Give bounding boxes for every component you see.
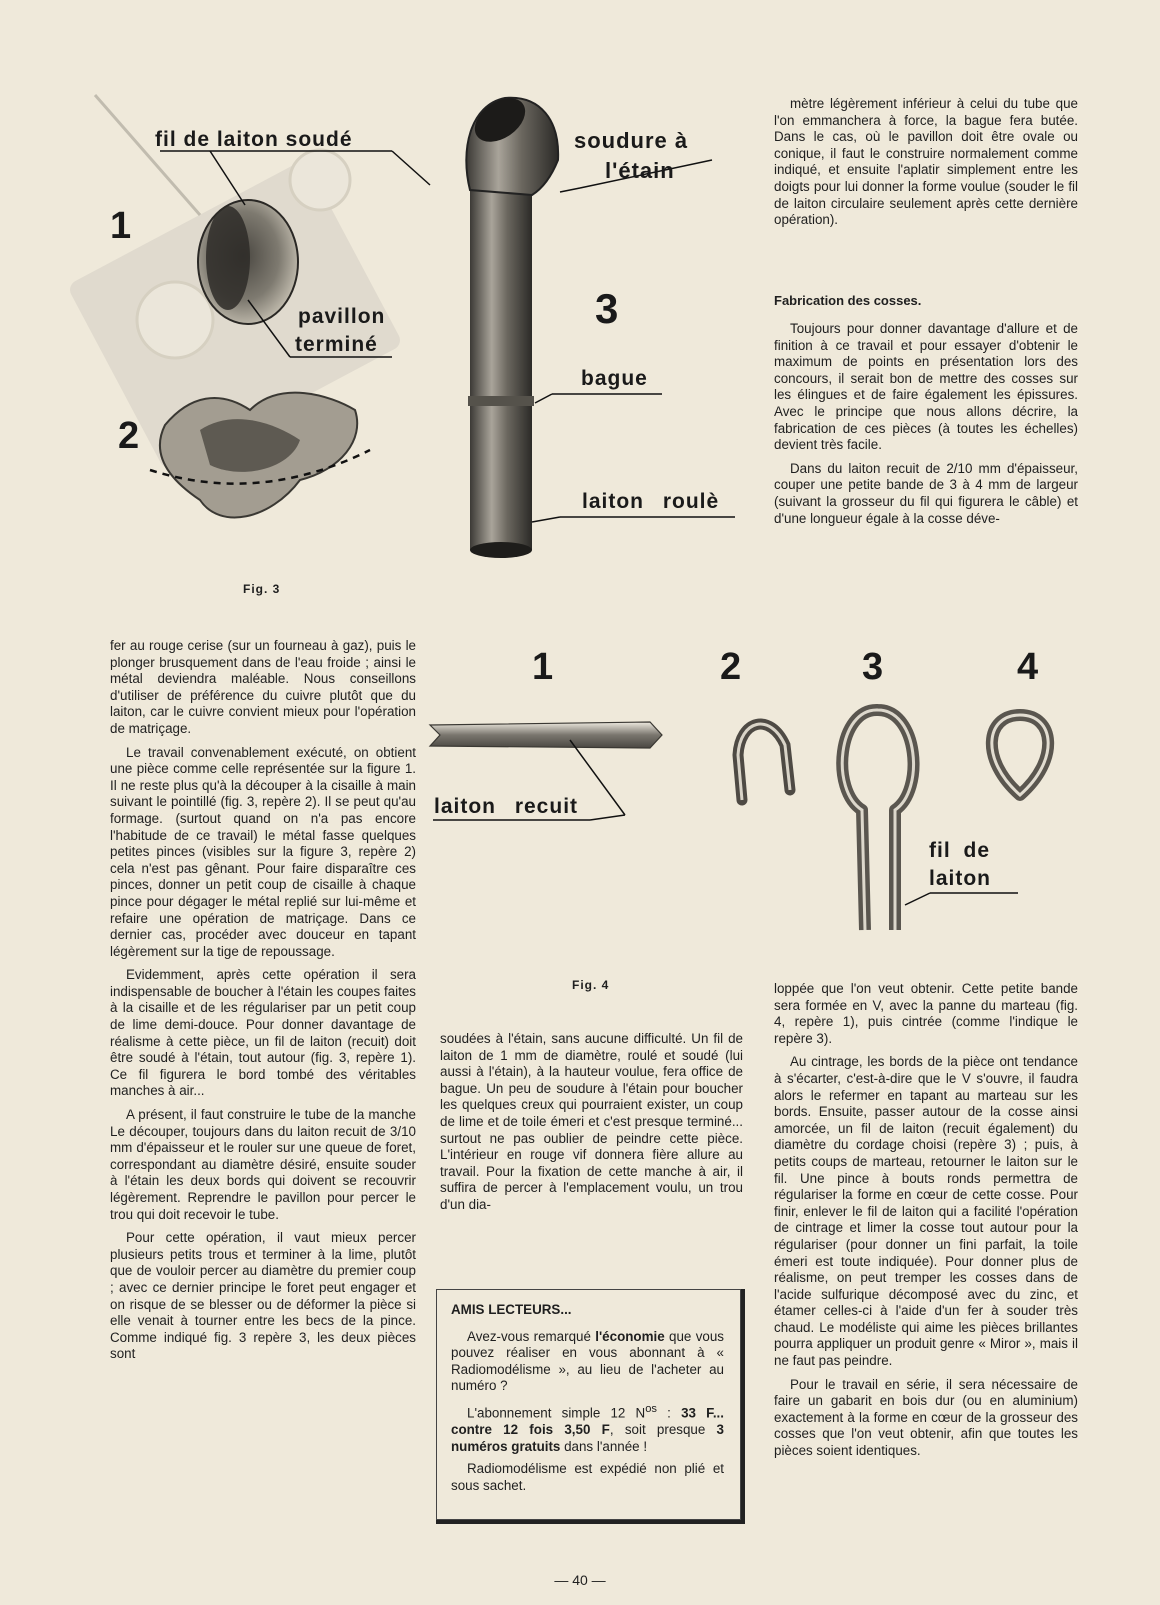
fig4-number-4: 4 <box>1017 646 1039 688</box>
left-column <box>110 638 416 1370</box>
paragraph: Toujours pour donner davantage d'allure et de finition à ce travail et pour essayer d'obtenir le maximum de points en présentation lors des concours, il serait bon de mettre des cosses sur les élingues et de faire également les épissures. Avec le principe que nous allons décrire, la fabrication de ces pièces (à toutes les échelles) devient très facile. <box>774 321 1078 453</box>
paragraph: A présent, il faut construire le tube de la manche Le découper, toujours dans du laiton recuit de 3/10 mm d'épaisseur et le rouler sur une queue de foret, correspondant au diamètre désiré, ensuite souder à l'étain les deux bords qui doivent se recouvrir légèrement. Reprendre le pavillon pour percer le trou qui doit recevoir le tube. <box>110 1107 416 1222</box>
box-paragraph-1 <box>451 1329 724 1395</box>
box-paragraph-3: Radiomodélisme est expédié non plié et sous sachet. <box>451 1461 724 1493</box>
fig3-label-fil-laiton: fil de laiton soudé <box>155 128 353 151</box>
paragraph: Le travail convenablement exécuté, on obtient une pièce comme celle représentée sur la figure 1. Il ne reste plus qu'à la découper à la cisaille à main suivant le pointillé (fig. 3, repère 2). Il se peut qu'au formage. (surtout quand on n'a pas encore l'habitude de ce travail) le métal fasse quelques petites pinces (visibles sur la figure 3, repère 2) cela n'est pas gênant. Pour faire disparaître ces pinces, donner un petit coup de cisaille à chaque pince pour dégager le métal replié sur lui-même et refaire une opération de matriçage. Dans ce dernier cas, procéder avec douceur en tapant légèrement sur la tige de repoussage. <box>110 744 416 959</box>
right-column <box>774 981 1078 1467</box>
box-text-bold: 33 F... contre 12 fois 3,50 F <box>451 1405 724 1438</box>
fig3-number-3: 3 <box>595 285 619 332</box>
box-text: que vous pouvez réaliser en vous abonnant à « Radiomodélisme », au lieu de l'acheter au numéro ? <box>451 1328 724 1394</box>
paragraph: soudées à l'étain, sans aucune difficulté. Un fil de laiton de 1 mm de diamètre, roulé et soudé (lui aussi à l'étain), à la hauteur voulue, fera office de bague. Un peu de soudure à l'étain pour boucher les quelques creux qui pourraient exister, un coup de lime et de toile émeri et c'est presque terminé... surtout ne pas oublier de peindre cette pièce. L'intérieur en rouge vif donnera fière allure au travail. Pour la fixation de cette manche à air, il suffira de percer à l'emplacement voulu, un trou d'un dia- <box>440 1031 743 1212</box>
box-text-sup: os <box>645 1402 658 1415</box>
box-text: Avez-vous remarqué <box>467 1328 596 1344</box>
paragraph: Dans du laiton recuit de 2/10 mm d'épaisseur, couper une petite bande de 3 à 4 mm de largeur (suivant la grosseur du fil qui figurera le câble) et d'une longueur égale à la cosse déve- <box>774 460 1078 526</box>
fig3-label-laiton-roule: laiton roulè <box>582 490 720 513</box>
fig3-number-2: 2 <box>118 415 140 457</box>
page-number: — 40 — <box>554 1572 606 1588</box>
paragraph: Pour le travail en série, il sera nécessaire de faire un gabarit en bois dur (ou en aluminium) exactement à la forme en cœur de la grosseur des cosses que l'on veut obtenir, afin que toutes les pièces soient identiques. <box>774 1376 1078 1459</box>
box-text-bold: 3 numéros gratuits <box>451 1422 724 1454</box>
subscription-box <box>436 1289 745 1524</box>
box-title: AMIS LECTEURS... <box>451 1302 572 1317</box>
paragraph: Pour cette opération, il vaut mieux percer plusieurs petits trous et terminer à la lime, plutôt que de vouloir percer au diamètre du premier coup ; avec ce dernier principe le foret peut engager et on risque de se blesser ou de déformer la pièce si elle venait à tourner entre les becs de la pince. Comme indiqué fig. 3 repère 3, les deux pièces sont <box>110 1230 416 1362</box>
middle-column <box>440 1031 743 1221</box>
box-text: , soit presque <box>609 1422 717 1438</box>
fig4-label-laiton-recuit: laiton recuit <box>434 795 579 818</box>
fig4-label-fil-line1: fil de <box>929 839 991 862</box>
paragraph: mètre légèrement inférieur à celui du tube que l'on emmanchera à force, la bague fera butée. Dans le cas, où le pavillon doit être ovale ou conique, il faut le construire normalement comme indiqué, et ensuite l'aplatir simplement entre les doigts pour lui donner la forme voulue (souder le fil de laiton circulaire seulement après cette dernière opération). <box>774 96 1078 228</box>
paragraph: Evidemment, après cette opération il sera indispensable de boucher à l'étain les coupes faites à la cisaille et de les régulariser par un petit coup de lime demi-douce. Pour donner davantage de réalisme à cette pièce, un fil de laiton (recuit) doit être soudé à l'étain, tout autour (fig. 3, repère 1). Ce fil figurera le bord tombé des véritables manches à air... <box>110 967 416 1099</box>
paragraph: loppée que l'on veut obtenir. Cette petite bande sera formée en V, avec la panne du marteau (fig. 4, repère 1), puis cintrée (comme l'indique le repère 3). <box>774 981 1078 1046</box>
box-text: : <box>657 1405 682 1421</box>
fig3-number-1: 1 <box>110 205 132 247</box>
fig3-label-bague: bague <box>581 367 648 390</box>
fig4-number-1: 1 <box>532 646 554 688</box>
fig4-number-2: 2 <box>720 646 742 688</box>
box-text: L'abonnement simple 12 N <box>467 1405 646 1421</box>
box-text-bold: l'économie <box>595 1328 665 1344</box>
box-text: dans l'année ! <box>560 1438 648 1454</box>
fig4-number-3: 3 <box>862 646 884 688</box>
section-heading: Fabrication des cosses. <box>774 293 922 308</box>
paragraph: fer au rouge cerise (sur un fourneau à gaz), puis le plonger brusquement dans de l'eau froide ; ainsi le métal deviendra maléable. Nous conseillons d'utiliser de préférence du cuivre plutôt que du laiton, car le cuivre convient mieux pour l'opération de matriçage. <box>110 638 416 736</box>
fig3-label-pavillon-line2: terminé <box>295 333 378 356</box>
fig3-label-soudure-line1: soudure à <box>574 128 689 153</box>
fig4-caption: Fig. 4 <box>572 978 610 992</box>
fig3-label-soudure-line2: l'étain <box>605 158 675 183</box>
fig3-label-pavillon-line1: pavillon <box>298 305 386 328</box>
fig3-caption: Fig. 3 <box>243 582 281 596</box>
box-paragraph-2 <box>451 1401 724 1455</box>
paragraph: Au cintrage, les bords de la pièce ont tendance à s'écarter, c'est-à-dire que le V s'ouvre, il faudra alors le refermer en tapant au marteau sur les bords. Ensuite, passer autour de la cosse ainsi amorcée, un fil de laiton (recuit également) du diamètre du cordage choisi (repère 3) ; puis, à petits coups de marteau, retourner le laiton sur le fil. Une pince à bouts ronds permettra de régulariser la forme en cœur de cette cosse. Pour finir, enlever le fil de laiton qui a facilité l'opération de cintrage et limer la cosse tout autour pour la régulariser (pour donner un fini parfait, la toile émeri est toute indiquée). Pour donner plus de réalisme, on peut tremper les cosses dans de l'acide sulfurique décomposé avec du zinc, et étamer celles-ci à l'aide d'un fer à souder très chaud. Le modéliste qui aime les pièces brillantes pourra appliquer un produit genre « Miror », mais il ne faut pas peindre. <box>774 1054 1078 1369</box>
fig4-label-fil-line2: laiton <box>929 867 991 890</box>
